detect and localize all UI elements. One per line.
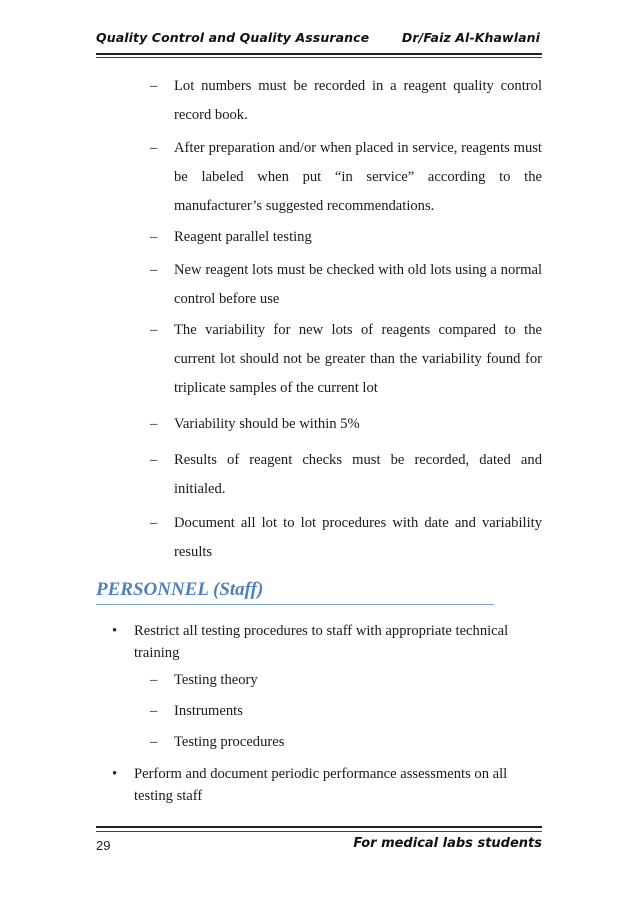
dash-marker: – <box>150 140 158 156</box>
bullet-text: Restrict all testing procedures to staff with appropriate technical training <box>134 623 509 661</box>
footer-audience: For medical labs students <box>353 836 542 851</box>
bullet-text: Perform and document periodic performance assessments on all testing staff <box>134 766 508 804</box>
list-item <box>150 509 542 567</box>
list-item <box>150 446 542 504</box>
header-rule-thick <box>96 53 542 55</box>
bullet-marker: • <box>112 623 118 639</box>
bullet-item <box>112 763 542 807</box>
list-item-text: Testing theory <box>174 672 258 688</box>
dash-marker: – <box>150 703 158 719</box>
header-title: Quality Control and Quality Assurance <box>96 30 370 45</box>
list-item-text: Reagent parallel testing <box>174 229 312 245</box>
dash-marker: – <box>150 734 158 750</box>
header-author: Dr/Faiz Al-Khawlani <box>401 30 540 45</box>
page-number: 29 <box>96 838 111 853</box>
dash-marker: – <box>150 78 158 94</box>
list-item <box>150 134 542 221</box>
footer-rule-thin <box>96 831 542 832</box>
page-header <box>96 30 542 52</box>
section-heading: PERSONNEL (Staff) <box>96 579 264 600</box>
list-item-text: Results of reagent checks must be recorded, dated and initialed. <box>174 452 542 497</box>
list-item <box>150 700 542 722</box>
dash-marker: – <box>150 416 158 432</box>
dash-marker: – <box>150 262 158 278</box>
list-item-text: New reagent lots must be checked with old lots using a normal control before use <box>174 262 542 307</box>
dash-marker: – <box>150 515 158 531</box>
section-heading-rule <box>96 604 494 605</box>
list-item-text: Document all lot to lot procedures with date and variability results <box>174 515 542 560</box>
list-item <box>150 669 542 691</box>
dash-marker: – <box>150 452 158 468</box>
list-item-text: The variability for new lots of reagents compared to the current lot should not be greater than the variability found for triplicate samples of the current lot <box>174 322 542 396</box>
bullet-item <box>112 620 542 664</box>
footer-rule-thick <box>96 826 542 828</box>
list-item-text: Variability should be within 5% <box>174 416 360 432</box>
list-item <box>150 410 542 439</box>
list-item <box>150 256 542 314</box>
list-item <box>150 731 542 753</box>
list-item <box>150 72 542 130</box>
dash-marker: – <box>150 672 158 688</box>
dash-marker: – <box>150 322 158 338</box>
list-item-text: Instruments <box>174 703 243 719</box>
dash-marker: – <box>150 229 158 245</box>
header-rule-thin <box>96 57 542 58</box>
list-item-text: Lot numbers must be recorded in a reagent quality control record book. <box>174 78 542 123</box>
bullet-marker: • <box>112 766 118 782</box>
list-item <box>150 316 542 403</box>
list-item-text: Testing procedures <box>174 734 285 750</box>
list-item <box>150 223 542 252</box>
list-item-text: After preparation and/or when placed in service, reagents must be labeled when put “in service” according to the manufacturer’s suggested recommendations. <box>174 140 542 214</box>
